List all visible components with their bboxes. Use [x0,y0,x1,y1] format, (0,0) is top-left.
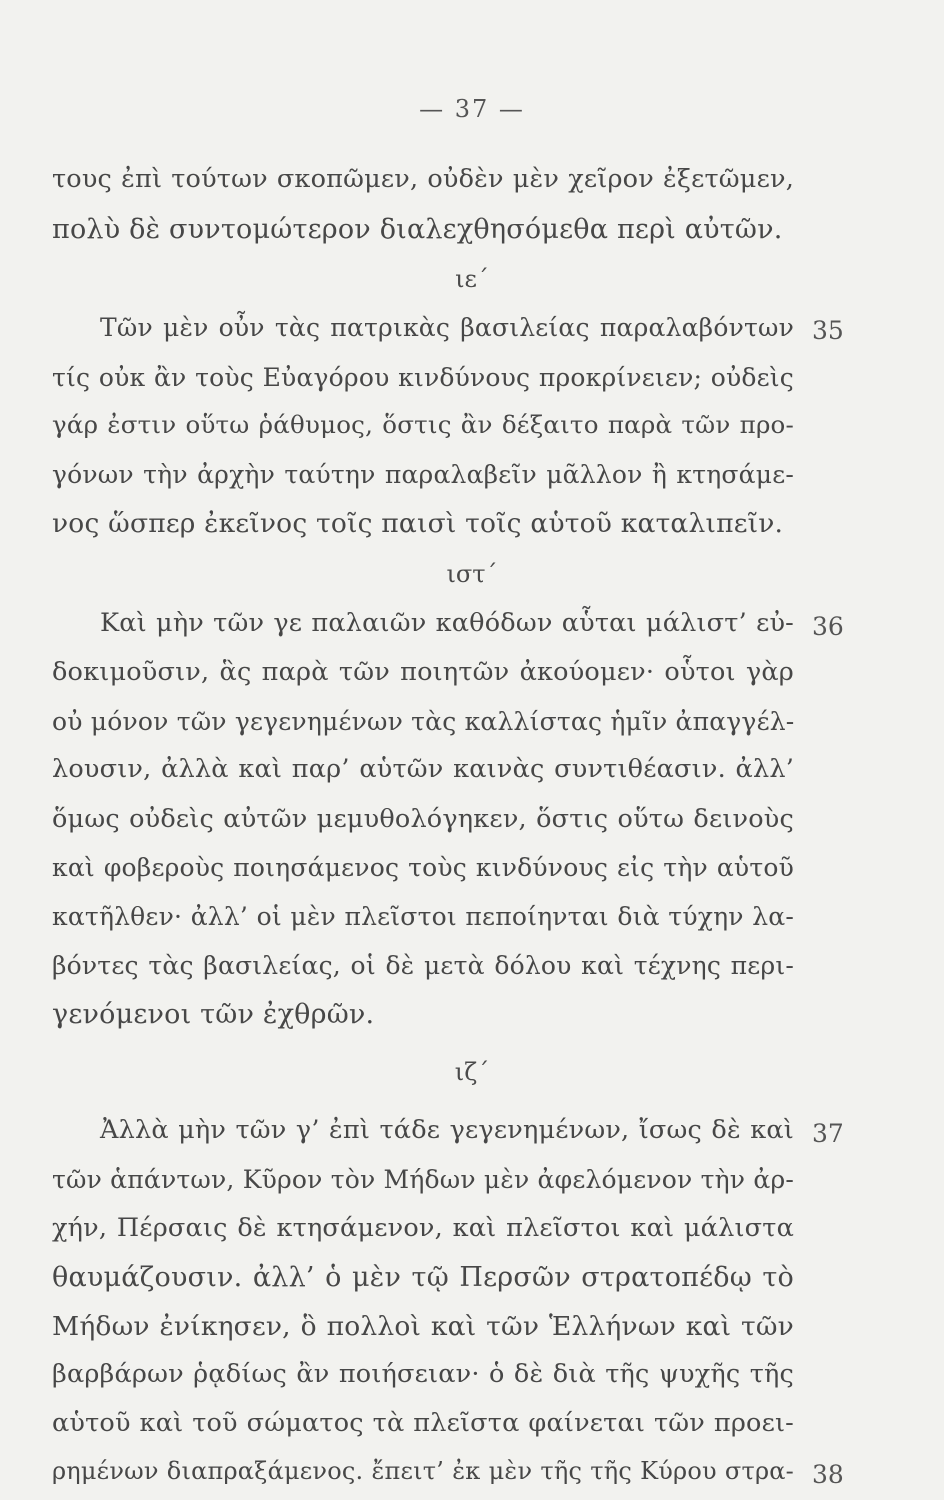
text-line: αὑτοῦ καὶ τοῦ σώματος τὰ πλεῖστα φαίνεται τῶν προει- [52,1407,794,1438]
text-line: καὶ φοβεροὺς ποιησάμενος τοὺς κινδύνους εἰς τὴν αὑτοῦ [52,853,794,883]
text-line: ὅμως οὐδεὶς αὐτῶν μεμυθολόγηκεν, ὅστις οὕτω δεινοὺς [52,803,794,834]
text-line: τίς οὐκ ἂν τοὺς Εὐαγόρου κινδύνους προκρίνειεν; οὐδεὶς [52,362,794,392]
text-line: λουσιν, ἀλλὰ καὶ παρ’ αὑτῶν καινὰς συντιθέασιν. ἀλλ’ [52,754,794,785]
text-line: γόνων τὴν ἀρχὴν ταύτην παραλαβεῖν μᾶλλον ἢ κτησάμε- [52,460,794,490]
text-line: Μήδων ἐνίκησεν, ὃ πολλοὶ καὶ τῶν Ἑλλήνων καὶ τῶν [52,1310,794,1342]
section-heading: ιε΄ [455,264,489,293]
margin-section-number: 38 [812,1460,844,1489]
text-line: πολὺ δὲ συντομώτερον διαλεχθησόμεθα περὶ αὐτῶν. [52,214,783,246]
text-line: θαυμάζουσιν. ἀλλ’ ὁ μὲν τῷ Περσῶν στρατοπέδῳ τὸ [52,1262,794,1294]
text-line: κατῆλθεν· ἀλλ’ οἱ μὲν πλεῖστοι πεποίηνται διὰ τύχην λα- [52,901,794,931]
text-line: βόντες τὰς βασιλείας, οἱ δὲ μετὰ δόλου καὶ τέχνης περι- [52,950,794,980]
section-heading: ιζ΄ [454,1057,490,1086]
text-line: βαρβάρων ῥᾳδίως ἂν ποιήσειαν· ὁ δὲ διὰ τῆς ψυχῆς τῆς [52,1359,794,1390]
text-line: τῶν ἁπάντων, Κῦρον τὸν Μήδων μὲν ἀφελόμενον τὴν ἀρ- [52,1165,794,1195]
section-heading: ιστ΄ [446,560,498,589]
text-line: γενόμενοι τῶν ἐχθρῶν. [52,999,375,1031]
text-line: τους ἐπὶ τούτων σκοπῶμεν, οὐδὲν μὲν χεῖρον ἐξετῶμεν, [52,163,794,194]
text-line: οὐ μόνον τῶν γεγενημένων τὰς καλλίστας ἡμῖν ἀπαγγέλ- [52,706,795,736]
text-line: χήν, Πέρσαις δὲ κτησάμενον, καὶ πλεῖστοι καὶ μάλιστα [52,1212,794,1243]
margin-section-number: 37 [812,1118,844,1148]
text-line: δοκιμοῦσιν, ἃς παρὰ τῶν ποιητῶν ἀκούομεν· οὗτοι γὰρ [52,657,794,688]
text-line: Καὶ μὴν τῶν γε παλαιῶν καθόδων αὗται μάλιστ’ εὐ- [100,607,794,638]
margin-section-number: 35 [812,316,844,346]
text-line: νος ὥσπερ ἐκεῖνος τοῖς παισὶ τοῖς αὑτοῦ καταλιπεῖν. [52,507,784,539]
margin-section-number: 36 [812,611,844,641]
text-line: Τῶν μὲν οὖν τὰς πατρικὰς βασιλείας παραλαβόντων [100,313,794,343]
text-line: γάρ ἐστιν οὕτω ῥάθυμος, ὅστις ἂν δέξαιτο παρὰ τῶν προ- [52,409,794,439]
page-number: — 37 — [419,95,525,123]
text-line: Ἀλλὰ μὴν τῶν γ’ ἐπὶ τάδε γεγενημένων, ἴσως δὲ καὶ [100,1114,794,1145]
text-line: ρημένων διαπραξάμενος. ἔπειτ’ ἐκ μὲν τῆς τῆς Κύρου στρα- [52,1457,794,1486]
